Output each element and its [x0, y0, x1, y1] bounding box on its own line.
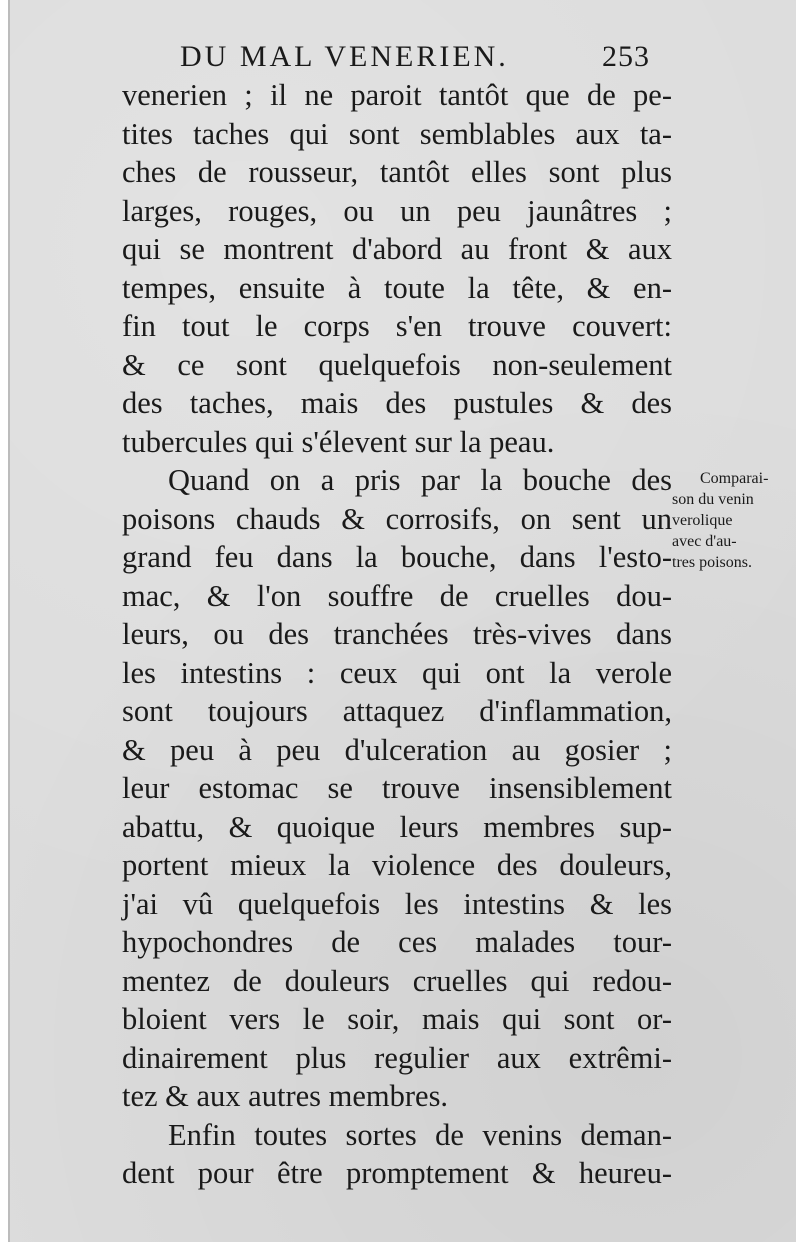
running-header: [180, 40, 680, 74]
page-number: 253: [602, 40, 650, 73]
text-line: des taches, mais des pustules & des: [122, 386, 672, 420]
text-line: leur estomac se trouve insensiblement: [122, 771, 672, 805]
text-line: les intestins : ceux qui ont la verole: [122, 655, 672, 690]
text-line: dinairement plus regulier aux extrêmi-: [122, 1040, 672, 1075]
text-line: hypochondres de ces malades tour-: [122, 925, 672, 959]
text-line: poisons chauds & corrosifs, on sent un: [122, 501, 672, 536]
text-line: grand feu dans la bouche, dans l'esto-: [122, 540, 672, 574]
text-line: sont toujours attaquez d'inflammation,: [122, 694, 672, 728]
margin-note-line: avec d'au-: [672, 533, 737, 550]
book-page: [8, 0, 796, 1242]
text-line: bloient vers le soir, mais qui sont or-: [122, 1002, 672, 1036]
text-line: fin tout le corps s'en trouve couvert:: [122, 309, 672, 343]
text-line: dent pour être promptement & heureu-: [122, 1156, 672, 1190]
text-line: venerien ; il ne paroit tantôt que de pe-: [122, 78, 672, 112]
text-line: tubercules qui s'élevent sur la peau.: [122, 424, 555, 459]
text-line: tempes, ensuite à toute la tête, & en-: [122, 270, 672, 305]
text-line: abattu, & quoique leurs membres sup-: [122, 809, 672, 844]
text-line: tites taches qui sont semblables aux ta-: [122, 116, 672, 151]
text-line: & ce sont quelquefois non-seulement: [122, 347, 672, 382]
paragraph-start-line: Quand on a pris par la bouche des: [168, 463, 672, 497]
text-line: leurs, ou des tranchées très-vives dans: [122, 617, 672, 651]
margin-note-line: Comparai-: [700, 470, 769, 487]
text-line: tez & aux autres membres.: [122, 1079, 449, 1113]
margin-note-line: son du venin: [672, 491, 754, 508]
margin-note-line: verolique: [672, 512, 733, 529]
text-line: qui se montrent d'abord au front & aux: [122, 232, 672, 266]
text-line: larges, rouges, ou un peu jaunâtres ;: [122, 193, 672, 228]
running-title: DU MAL VENERIEN.: [180, 40, 509, 73]
text-line: j'ai vû quelquefois les intestins & les: [122, 886, 672, 921]
paragraph-start-line: Enfin toutes sortes de venins deman-: [168, 1117, 672, 1152]
text-line: ches de rousseur, tantôt elles sont plus: [122, 155, 672, 189]
text-line: mac, & l'on souffre de cruelles dou-: [122, 578, 672, 613]
margin-note: [672, 468, 800, 573]
body-text: [122, 76, 672, 1193]
margin-note-line: tres poisons.: [672, 554, 752, 571]
text-line: mentez de douleurs cruelles qui redou-: [122, 963, 672, 998]
text-line: & peu à peu d'ulceration au gosier ;: [122, 732, 672, 767]
text-line: portent mieux la violence des douleurs,: [122, 848, 672, 882]
